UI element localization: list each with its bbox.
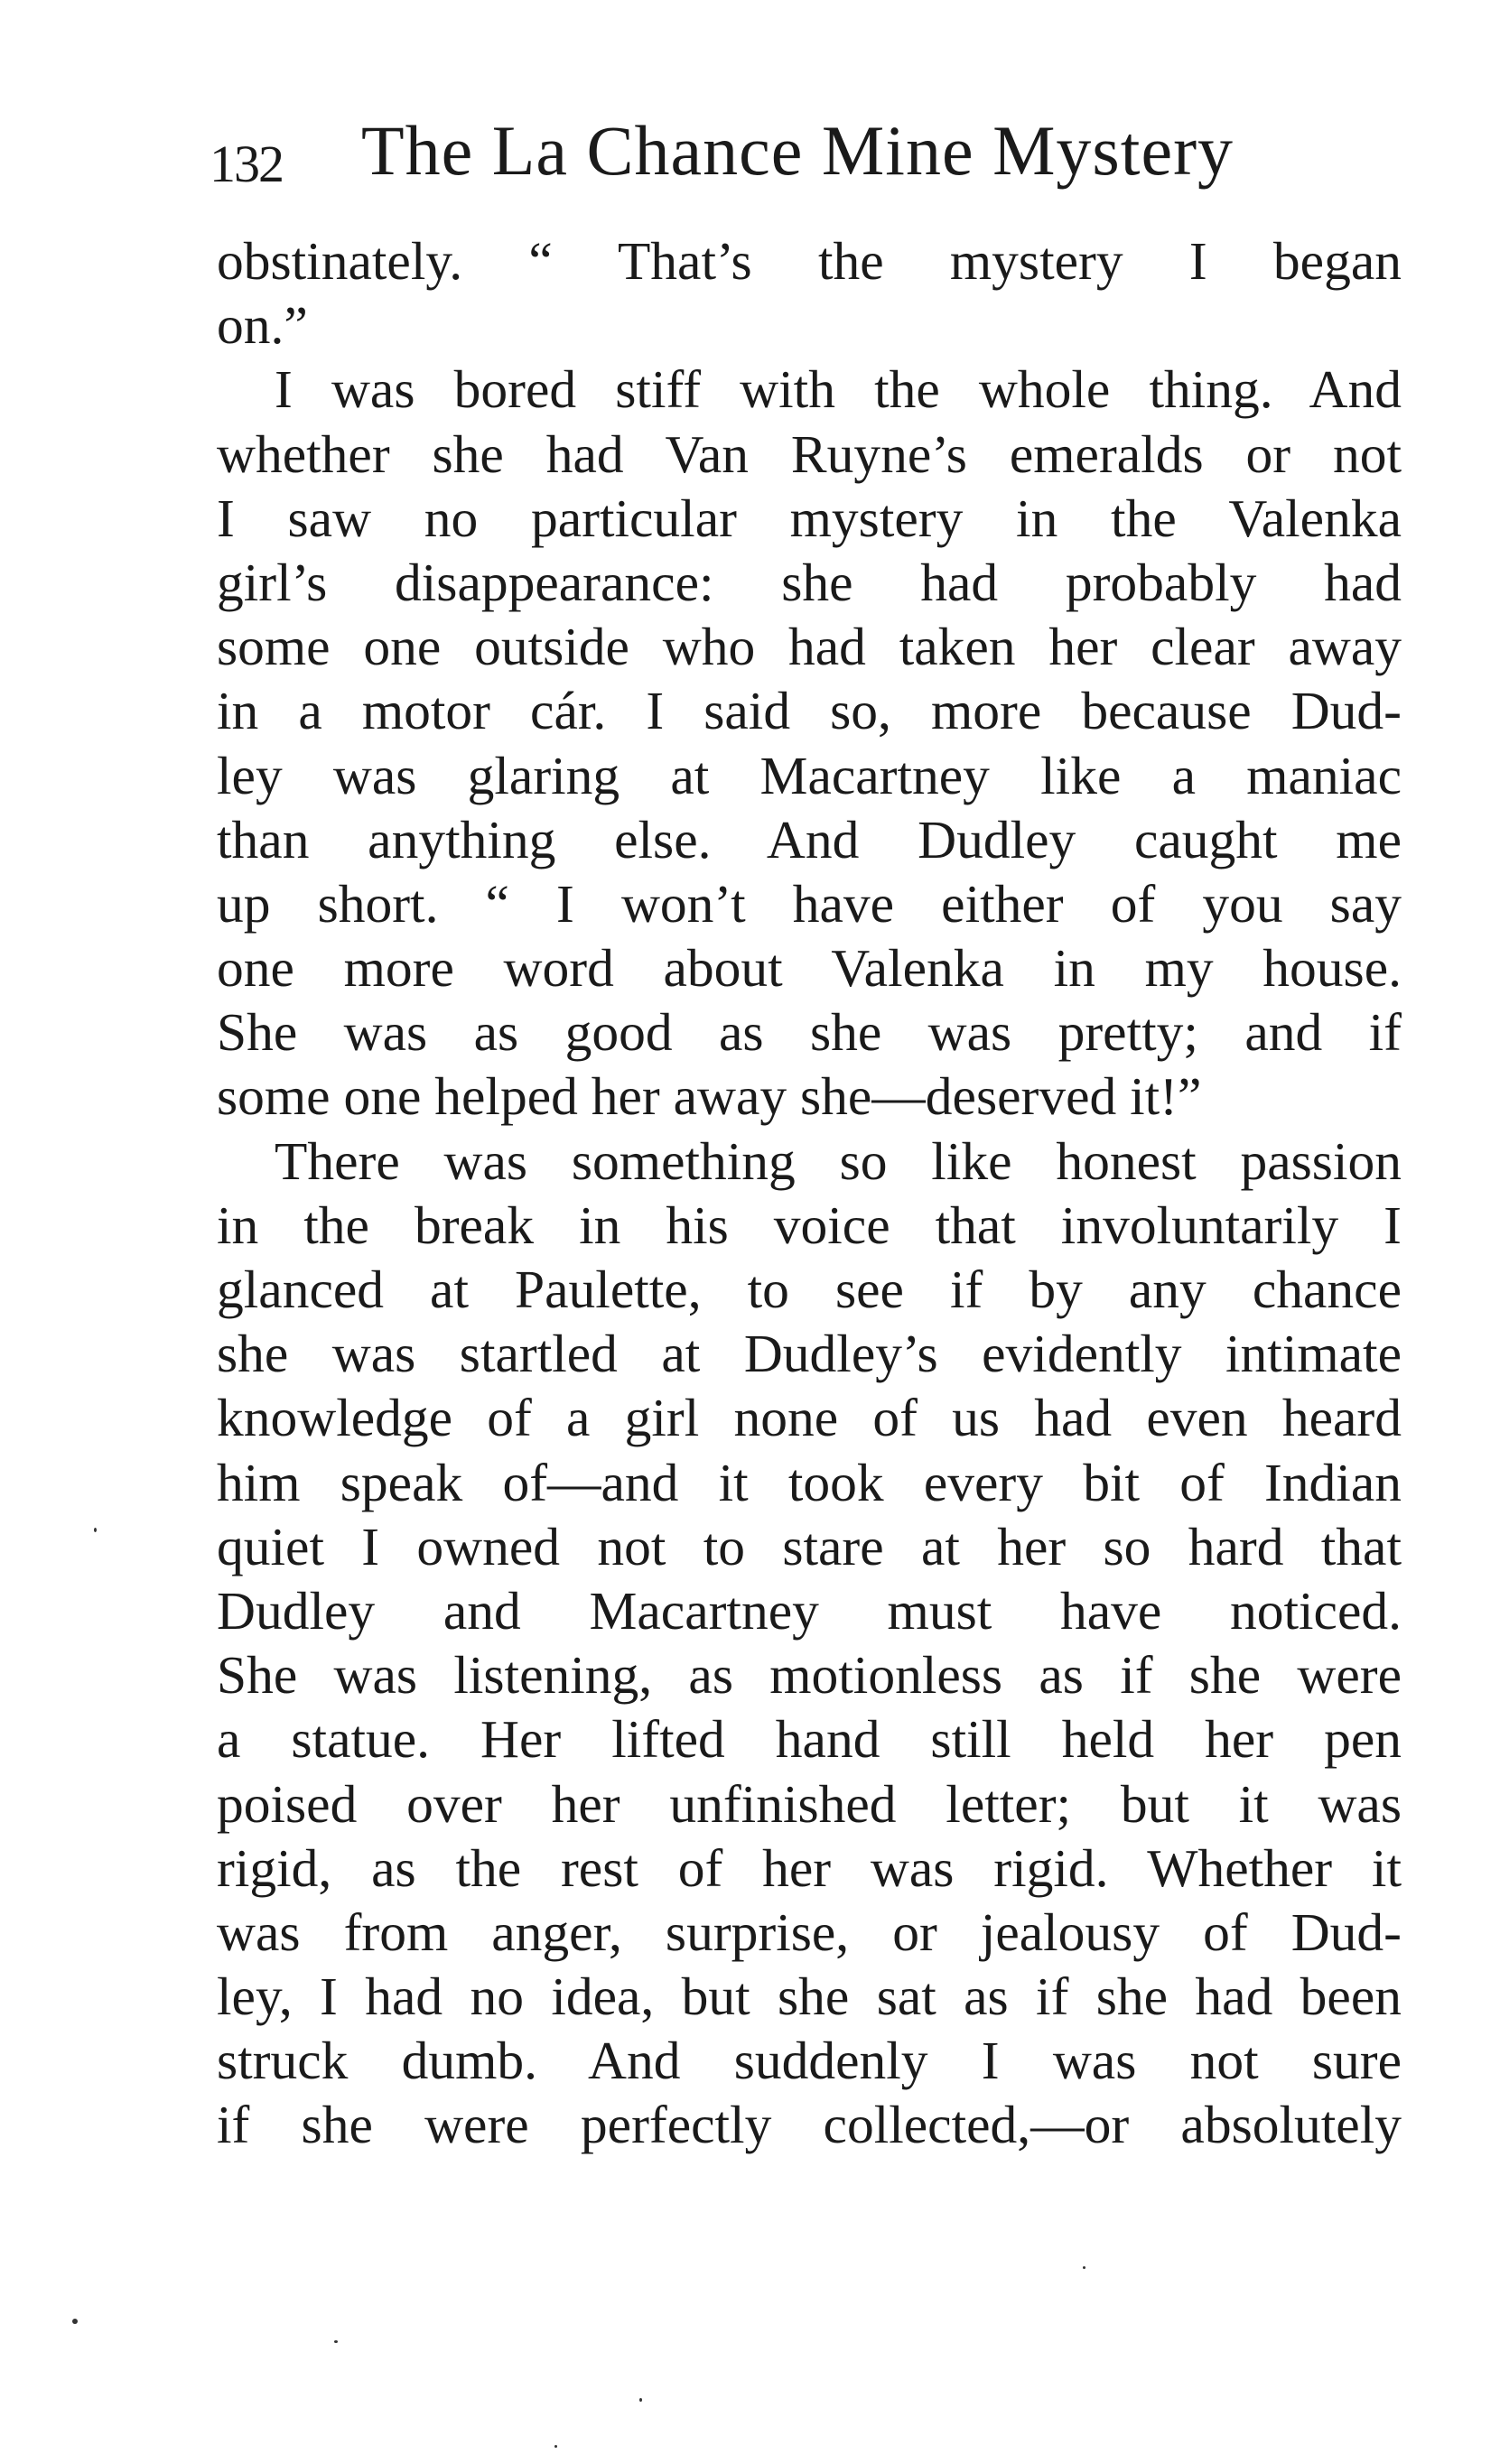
text-line: I was bored stiff with the whole thing. And xyxy=(275,359,1402,420)
scan-speck xyxy=(554,2445,557,2448)
body-text xyxy=(217,229,1402,2158)
running-title: The La Chance Mine Mystery xyxy=(361,111,1234,190)
text-line: some one outside who had taken her clear away xyxy=(217,617,1402,677)
text-line: ley, I had no idea, but she sat as if she had been xyxy=(217,1967,1402,2027)
running-header xyxy=(210,110,1384,200)
text-line: struck dumb. And suddenly I was not sure xyxy=(217,2031,1402,2091)
text-line: glanced at Paulette, to see if by any chance xyxy=(217,1260,1402,1319)
text-line: in the break in his voice that involuntarily I xyxy=(217,1195,1402,1255)
scan-speck xyxy=(334,2340,338,2343)
scan-speck xyxy=(72,2319,78,2324)
text-line: in a motor cár. I said so, more because Dud- xyxy=(217,681,1402,741)
text-line: up short. “ I won’t have either of you say xyxy=(217,873,1402,934)
scan-speck xyxy=(639,2398,642,2402)
text-line: ley was glaring at Macartney like a maniac xyxy=(217,745,1402,805)
text-line: whether she had Van Ruyne’s emeralds or not xyxy=(217,423,1402,484)
text-line: if she were perfectly collected,—or absolutely xyxy=(217,2095,1402,2155)
scan-speck xyxy=(1083,2266,1085,2269)
text-line: I saw no particular mystery in the Valenka xyxy=(217,488,1402,548)
text-line: a statue. Her lifted hand still held her pen xyxy=(217,1709,1402,1770)
text-line: than anything else. And Dudley caught me xyxy=(217,809,1402,869)
text-line: she was startled at Dudley’s evidently intimate xyxy=(217,1324,1402,1384)
text-line: rigid, as the rest of her was rigid. Whether it xyxy=(217,1837,1402,1898)
text-line: on.” xyxy=(217,295,308,356)
text-line: She was as good as she was pretty; and if xyxy=(217,1002,1402,1063)
text-line: girl’s disappearance: she had probably had xyxy=(217,552,1402,612)
text-line: poised over her unfinished letter; but it was xyxy=(217,1773,1402,1834)
page-number: 132 xyxy=(210,135,283,193)
text-line: There was something so like honest passion xyxy=(275,1130,1402,1191)
text-line: one more word about Valenka in my house. xyxy=(217,938,1402,999)
text-line: quiet I owned not to stare at her so hard that xyxy=(217,1516,1402,1576)
text-line: She was listening, as motionless as if she were xyxy=(217,1645,1402,1706)
text-line: was from anger, surprise, or jealousy of Dud- xyxy=(217,1901,1402,1962)
scan-speck xyxy=(94,1528,97,1532)
text-line: Dudley and Macartney must have noticed. xyxy=(217,1580,1402,1641)
text-line: obstinately. “ That’s the mystery I began xyxy=(217,231,1402,291)
text-line: him speak of—and it took every bit of Indian xyxy=(217,1452,1402,1512)
text-line: some one helped her away she—deserved it!” xyxy=(217,1066,1202,1127)
text-line: knowledge of a girl none of us had even heard xyxy=(217,1388,1402,1448)
